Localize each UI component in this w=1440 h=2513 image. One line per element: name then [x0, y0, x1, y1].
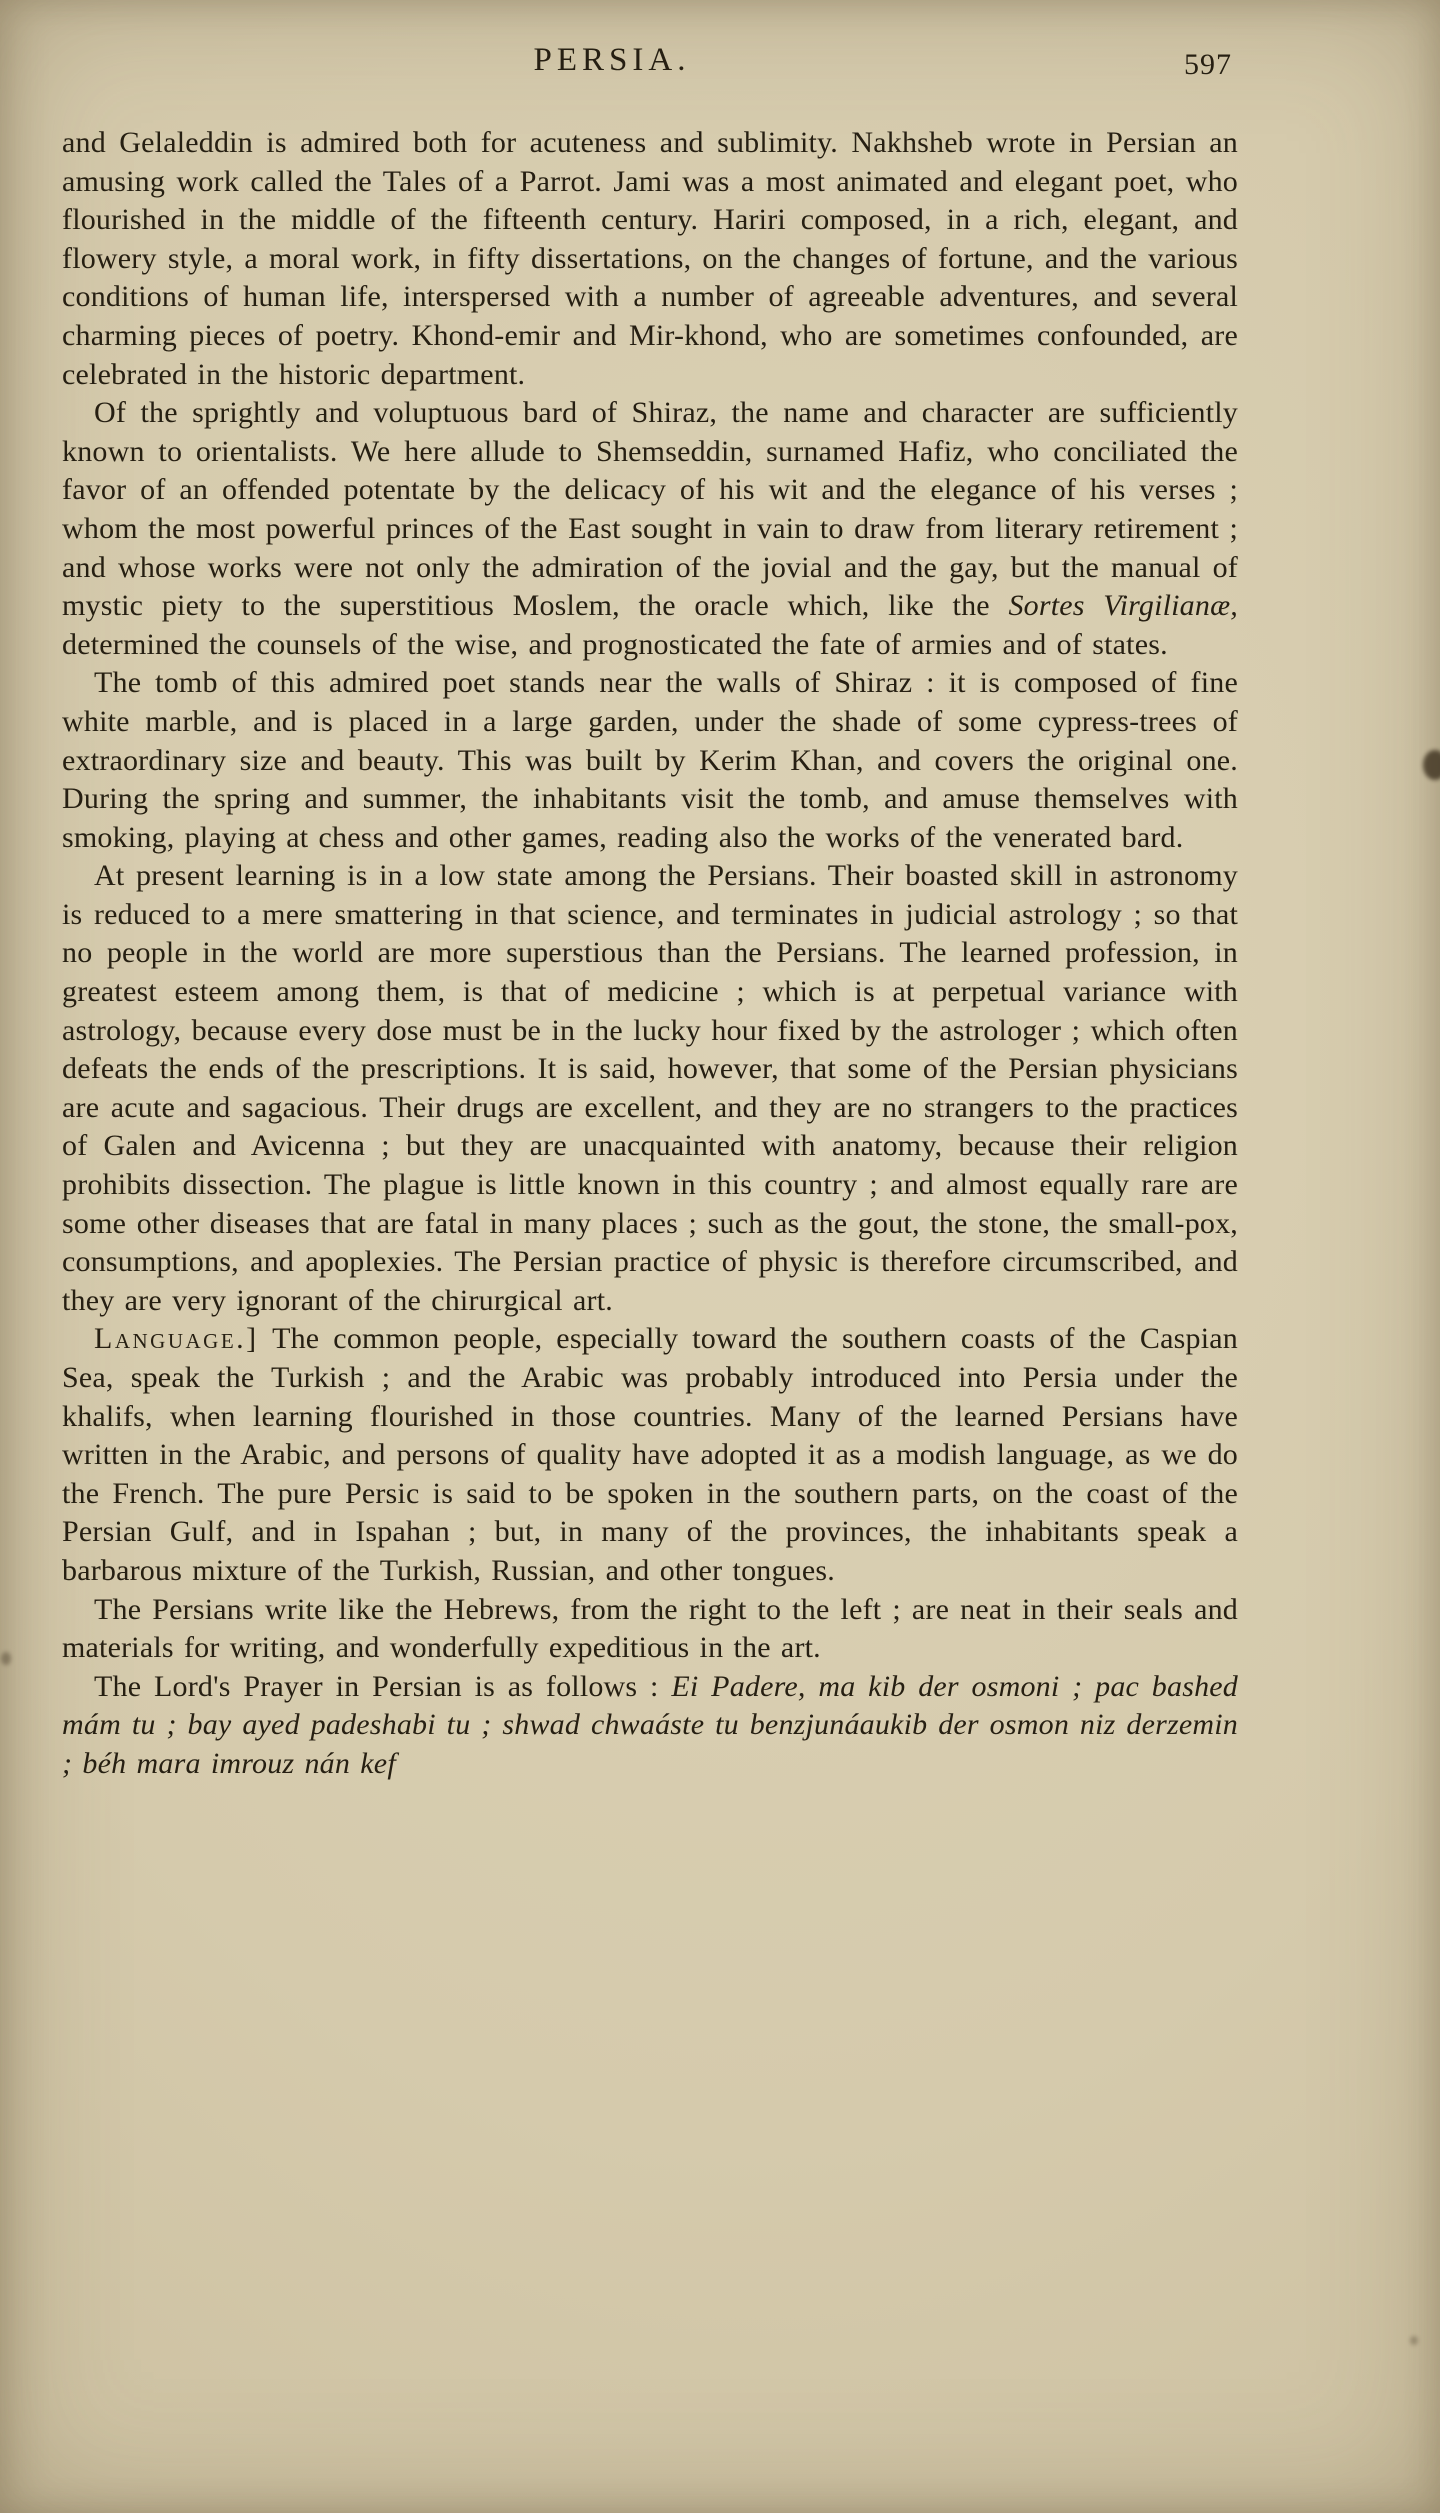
- body-text: The Lord's Prayer in Persian is as follows :: [94, 1669, 672, 1703]
- body-text: At present learning is in a low state among the Persians. Their boasted skill in astronomy is reduced to a mere smattering in that science, and terminates in judicial astrology ; so that no people in the world are more superstious than the Persians. The learned profession, in greatest esteem among them, is that of medicine ; which is at perpetual variance with astrology, because every dose must be in the lucky hour fixed by the astrologer ; which often defeats the ends of the prescriptions. It is said, however, that some of the Persian physicians are acute and sagacious. Their drugs are excellent, and they are no strangers to the practices of Galen and Avicenna ; but they are unacquainted with anatomy, because their religion prohibits dissection. The plague is little known in this country ; and almost equally rare are some other diseases that are fatal in many places ; such as the gout, the stone, the small-pox, consumptions, and apoplexies. The Persian practice of physic is therefore circumscribed, and they are very ignorant of the chirurgical art.: [62, 859, 1238, 1317]
- body-text: Of the sprightly and voluptuous bard of Shiraz, the name and character are sufficiently known to orientalists. We here allude to Shemseddin, surnamed Hafiz, who conciliated the favor of an offended potentate by the delicacy of his wit and the elegance of his verses ; whom the most powerful princes of the East sought in vain to draw from literary retirement ; and whose works were not only the admiration of the jovial and the gay, but the manual of mystic piety to the superstitious Moslem, the oracle which, like the: [62, 396, 1238, 623]
- body-text: The Persians write like the Hebrews, from the right to the left ; are neat in their seals and materials for writing, and wonderfully expeditious in the art.: [62, 1592, 1238, 1665]
- italic-text: Sortes Virgilianæ,: [1008, 589, 1238, 623]
- paragraph: [62, 857, 1238, 1320]
- page-number: 597: [1184, 48, 1232, 81]
- body-text: determined the counsels of the wise, and prognosticated the fate of armies and of states.: [62, 627, 1168, 661]
- running-title: PERSIA.: [533, 42, 691, 78]
- paragraph: [62, 394, 1238, 664]
- paragraph: [62, 1591, 1238, 1668]
- body-text: The common people, especially toward the southern coasts of the Caspian Sea, speak the Turkish ; and the Arabic was probably introduced into Persia under the khalifs, when learning flourished in those countries. Many of the learned Persians have written in the Arabic, and persons of quality have adopted it as a modish language, as we do the French. The pure Persic is said to be spoken in the southern parts, on the coast of the Persian Gulf, and in Ispahan ; but, in many of the provinces, the inhabitants speak a barbarous mixture of the Turkish, Russian, and other tongues.: [62, 1322, 1238, 1587]
- paragraph: [62, 1668, 1238, 1784]
- page-header: [62, 42, 1238, 90]
- paragraph: [62, 1320, 1238, 1590]
- section-heading: Language.]: [94, 1322, 259, 1356]
- body-text: The tomb of this admired poet stands near the walls of Shiraz : it is composed of fine white marble, and is placed in a large garden, under the shade of some cypress-trees of extraordinary size and beauty. This was built by Kerim Khan, and covers the original one. During the spring and summer, the inhabitants visit the tomb, and amuse themselves with smoking, playing at chess and other games, reading also the works of the venerated bard.: [62, 666, 1238, 854]
- ink-blemish: [1, 1652, 11, 1665]
- italic-text: Ei Padere, ma kib der osmoni ; pac bashed mám tu ; bay ayed padeshabi tu ; shwad chwaáste tu benzjunáaukib der osmon niz derzemin ; béh mara imrouz nán kef: [62, 1669, 1238, 1780]
- paragraph: [62, 124, 1238, 394]
- body-text: and Gelaleddin is admired both for acuteness and sublimity. Nakhsheb wrote in Persian an amusing work called the Tales of a Parrot. Jami was a most animated and elegant poet, who flourished in the middle of the fifteenth century. Hariri composed, in a rich, elegant, and flowery style, a moral work, in fifty dissertations, on the changes of fortune, and the various conditions of human life, interspersed with a number of agreeable adventures, and several charming pieces of poetry. Khond-emir and Mir-khond, who are sometimes confounded, are celebrated in the historic department.: [62, 126, 1238, 391]
- paragraph: [62, 664, 1238, 857]
- text-block: [62, 124, 1238, 1784]
- ink-blemish: [1423, 750, 1440, 780]
- ink-blemish: [1410, 2336, 1418, 2345]
